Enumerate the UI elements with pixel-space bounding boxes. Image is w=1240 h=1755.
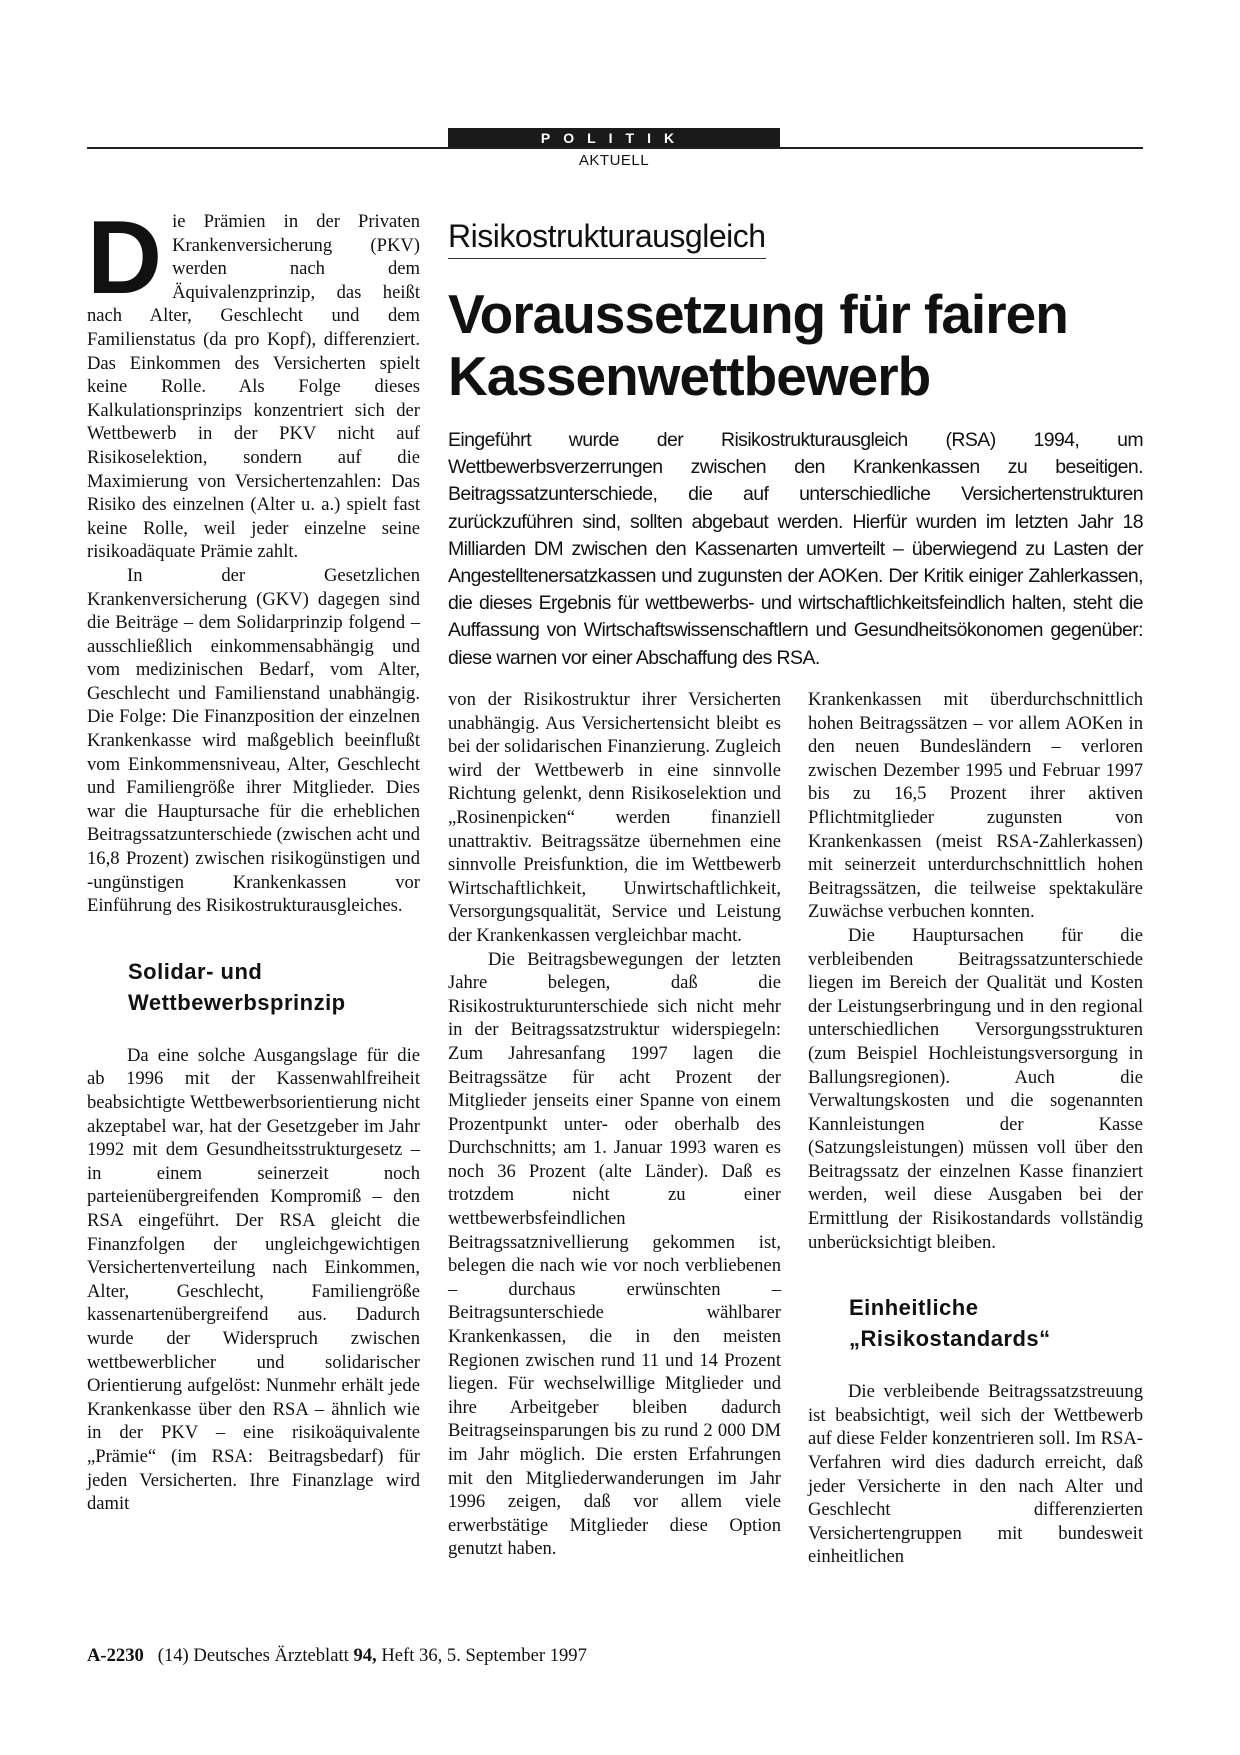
volume-number: 94, — [353, 1645, 377, 1666]
journal-name: (14) Deutsches Ärzteblatt — [157, 1645, 349, 1666]
drop-cap: D — [87, 200, 163, 316]
subheading — [849, 1292, 1143, 1354]
subheading-line: Einheitliche — [849, 1295, 979, 1321]
subheading-line: Wettbewerbsprinzip — [128, 989, 346, 1015]
page-number: A-2230 — [87, 1645, 144, 1666]
paragraph: von der Risikostruktur ihrer Versicherten unabhängig. Aus Versichertensicht bleibt es bei der solidarischen Finanzierung. Zugleich wird der Wettbewerb in eine sinnvolle Richtung gelenkt, denn Risikoselektion und „Rosinenpicken“ werden finanziell unattraktiv. Beitragssätze übernehmen eine sinnvolle Preisfunktion, die im Wettbewerb Wirtschaftlichkeit, Unwirtschaftlichkeit, Versorgungsqualität, Service und Leistung der Krankenkassen vergleichbar macht. — [448, 689, 781, 946]
article-headline — [448, 283, 1148, 407]
subheading-line: „Risikostandards“ — [849, 1326, 1051, 1352]
paragraph: Krankenkassen mit überdurchschnittlich hohen Beitragssätzen – vor allem AOKen in den neuen Bundesländern – verloren zwischen Dezember 1995 und Februar 1997 bis zu 16,5 Prozent ihrer aktiven Pflichtmitglieder zugunsten von Krankenkassen (meist RSA-Zahlerkassen) mit seinerzeit unterdurchschnittlich hohen Beitragssätzen, die teilweise spektakuläre Zuwächse verbuchen konnten. — [808, 689, 1143, 923]
column-2 — [448, 688, 781, 1561]
section-label: POLITIK — [448, 128, 780, 149]
paragraph: Die Beitragsbewegungen der letzten Jahre belegen, daß die Risikostrukturunterschiede sich nicht mehr in der Beitragssatzstruktur widerspiegeln: Zum Jahresanfang 1997 lagen die Beitragssätze für acht Prozent der Mitglieder jenseits einer Spanne von einem Prozentpunkt unter- oder oberhalb des Durchschnitts; am 1. Januar 1993 waren es noch 36 Prozent (alte Länder). Daß es trotzdem nicht zu einer wettbewerbsfeindlichen Beitragssatznivellierung gekommen ist, belegen die nach wie vor noch verbliebenen – durchaus erwünschten – Beitragsunterschiede wählbarer Krankenkassen, die in den meisten Regionen zwischen rund 11 und 14 Prozent liegen. Für wechselwillige Mitglieder und ihre Arbeitgeber bleiben dadurch Beitragseinsparungen bis zu rund 2 000 DM im Jahr möglich. Die ersten Erfahrungen mit den Mitgliederwanderungen im Jahr 1996 zeigen, daß vor allem viele erwerbstätige Mitglieder diese Option genutzt haben. — [448, 948, 781, 1560]
article-kicker: Risikostrukturausgleich — [448, 218, 766, 259]
paragraph: Die verbleibende Beitragssatzstreuung ist beabsichtigt, weil sich der Wettbewerb auf diese Felder konzentrieren soll. Im RSA-Verfahren wird dies dadurch erreicht, daß jeder Versicherte in den nach Alter und Geschlecht differenzierten Versichertengruppen mit bundesweit einheitlichen — [808, 1381, 1143, 1568]
article-lead: Eingeführt wurde der Risikostrukturausgleich (RSA) 1994, um Wettbewerbsverzerrungen zwischen den Krankenkassen zu beseitigen. Beitragssatzunterschiede, die auf unterschiedliche Versichertenstrukturen zurückzuführen sind, sollten abgebaut werden. Hierfür wurden im letzten Jahr 18 Milliarden DM zwischen den Kassenarten umverteilt – überwiegend zu Lasten der Angestelltenersatzkassen und zugunsten der AOKen. Der Kritik einiger Zahlerkassen, die dieses Ergebnis für wettbewerbs- und wirtschaftlichkeitsfeindlich halten, steht die Auffassung von Wirtschaftswissenschaftlern und Gesundheitsökonomen gegenüber: diese warnen vor einer Abschaffung des RSA. — [448, 429, 1143, 669]
subheading — [128, 956, 420, 1018]
paragraph: Da eine solche Ausgangslage für die ab 1996 mit der Kassenwahlfreiheit beabsichtigte Wettbewerbsorientierung nicht akzeptabel war, hat der Gesetzgeber im Jahr 1992 mit dem Gesundheitsstrukturgesetz – in einem seinerzeit noch parteienübergreifenden Kompromiß – den RSA eingeführt. Der RSA gleicht die Finanzfolgen der ungleichgewichtigen Versichertenverteilung nach Einkommen, Alter, Geschlecht, Familiengröße kassenartenübergreifend aus. Dadurch wurde der Widerspruch zwischen wettbewerblicher und solidarischer Orientierung aufgelöst: Nunmehr erhält jede Krankenkasse über den RSA – ähnlich wie in der PKV – eine risikoäquivalente „Prämie“ (im RSA: Beitragsbedarf) für jeden Versicherten. Ihre Finanzlage wird damit — [87, 1044, 420, 1515]
paragraph: In der Gesetzlichen Krankenversicherung (GKV) dagegen sind die Beiträge – dem Solidarprinzip folgend – ausschließlich einkommensabhängig und vom medizinischen Bedarf, vom Alter, Geschlecht und Familienstand unabhängig. Die Folge: Die Finanzposition der einzelnen Krankenkasse wird maßgeblich beeinflußt vom Einkommensniveau, Alter, Geschlecht und Familiengröße ihrer Mitglieder. Dies war die Hauptursache für die erheblichen Beitragssatzunterschiede (zwischen acht und 16,8 Prozent) zwischen risikogünstigen und -ungünstigen Krankenkassen vor Einführung des Risikostrukturausgleiches. — [87, 564, 421, 917]
headline-line: Kassenwettbewerb — [448, 345, 931, 407]
paragraph: Die Hauptursachen für die verbleibenden Beitragssatzunterschiede liegen im Bereich der Qualität und Kosten der Leistungserbringung und in den regional unterschiedlichen Versorgungsstrukturen (zum Beispiel Hochleistungsversorgung in Ballungsregionen). Auch die Verwaltungskosten und die sogenannten Kannleistungen der Kasse (Satzungsleistungen) müssen voll über den Beitragssatz der einzelnen Kasse finanziert werden, weil diese Ausgaben bei der Ermittlung der Risikostandards vollständig unberücksichtigt bleiben. — [808, 924, 1143, 1253]
page-footer — [87, 1645, 587, 1667]
subsection-label: AKTUELL — [578, 152, 650, 169]
headline-line: Voraussetzung für fairen — [448, 283, 1068, 345]
paragraph-text: ie Prämien in der Privaten Krankenversicherung (PKV) werden nach dem Äquivalenzprinzip, das heißt nach Alter, Geschlecht und dem Familienstatus (da pro Kopf), differenziert. Das Einkommen des Versicherten spielt keine Rolle. Als Folge dieses Kalkulationsprinzips konzentriert sich der Wettbewerb in der PKV nicht auf Risikoselektion, sondern auf die Maximierung von Versichertenzahlen: Das Risiko des einzelnen (Alter u. a.) spielt fast keine Rolle, weil jeder einzelne seine risikoadäquate Prämie zahlt. — [87, 211, 420, 563]
paragraph — [87, 200, 420, 564]
issue-date: Heft 36, 5. September 1997 — [381, 1645, 587, 1666]
column-1 — [87, 200, 421, 1516]
subheading-line: Solidar- und — [128, 958, 263, 984]
header-rule — [87, 147, 1143, 149]
column-3 — [808, 688, 1143, 1569]
